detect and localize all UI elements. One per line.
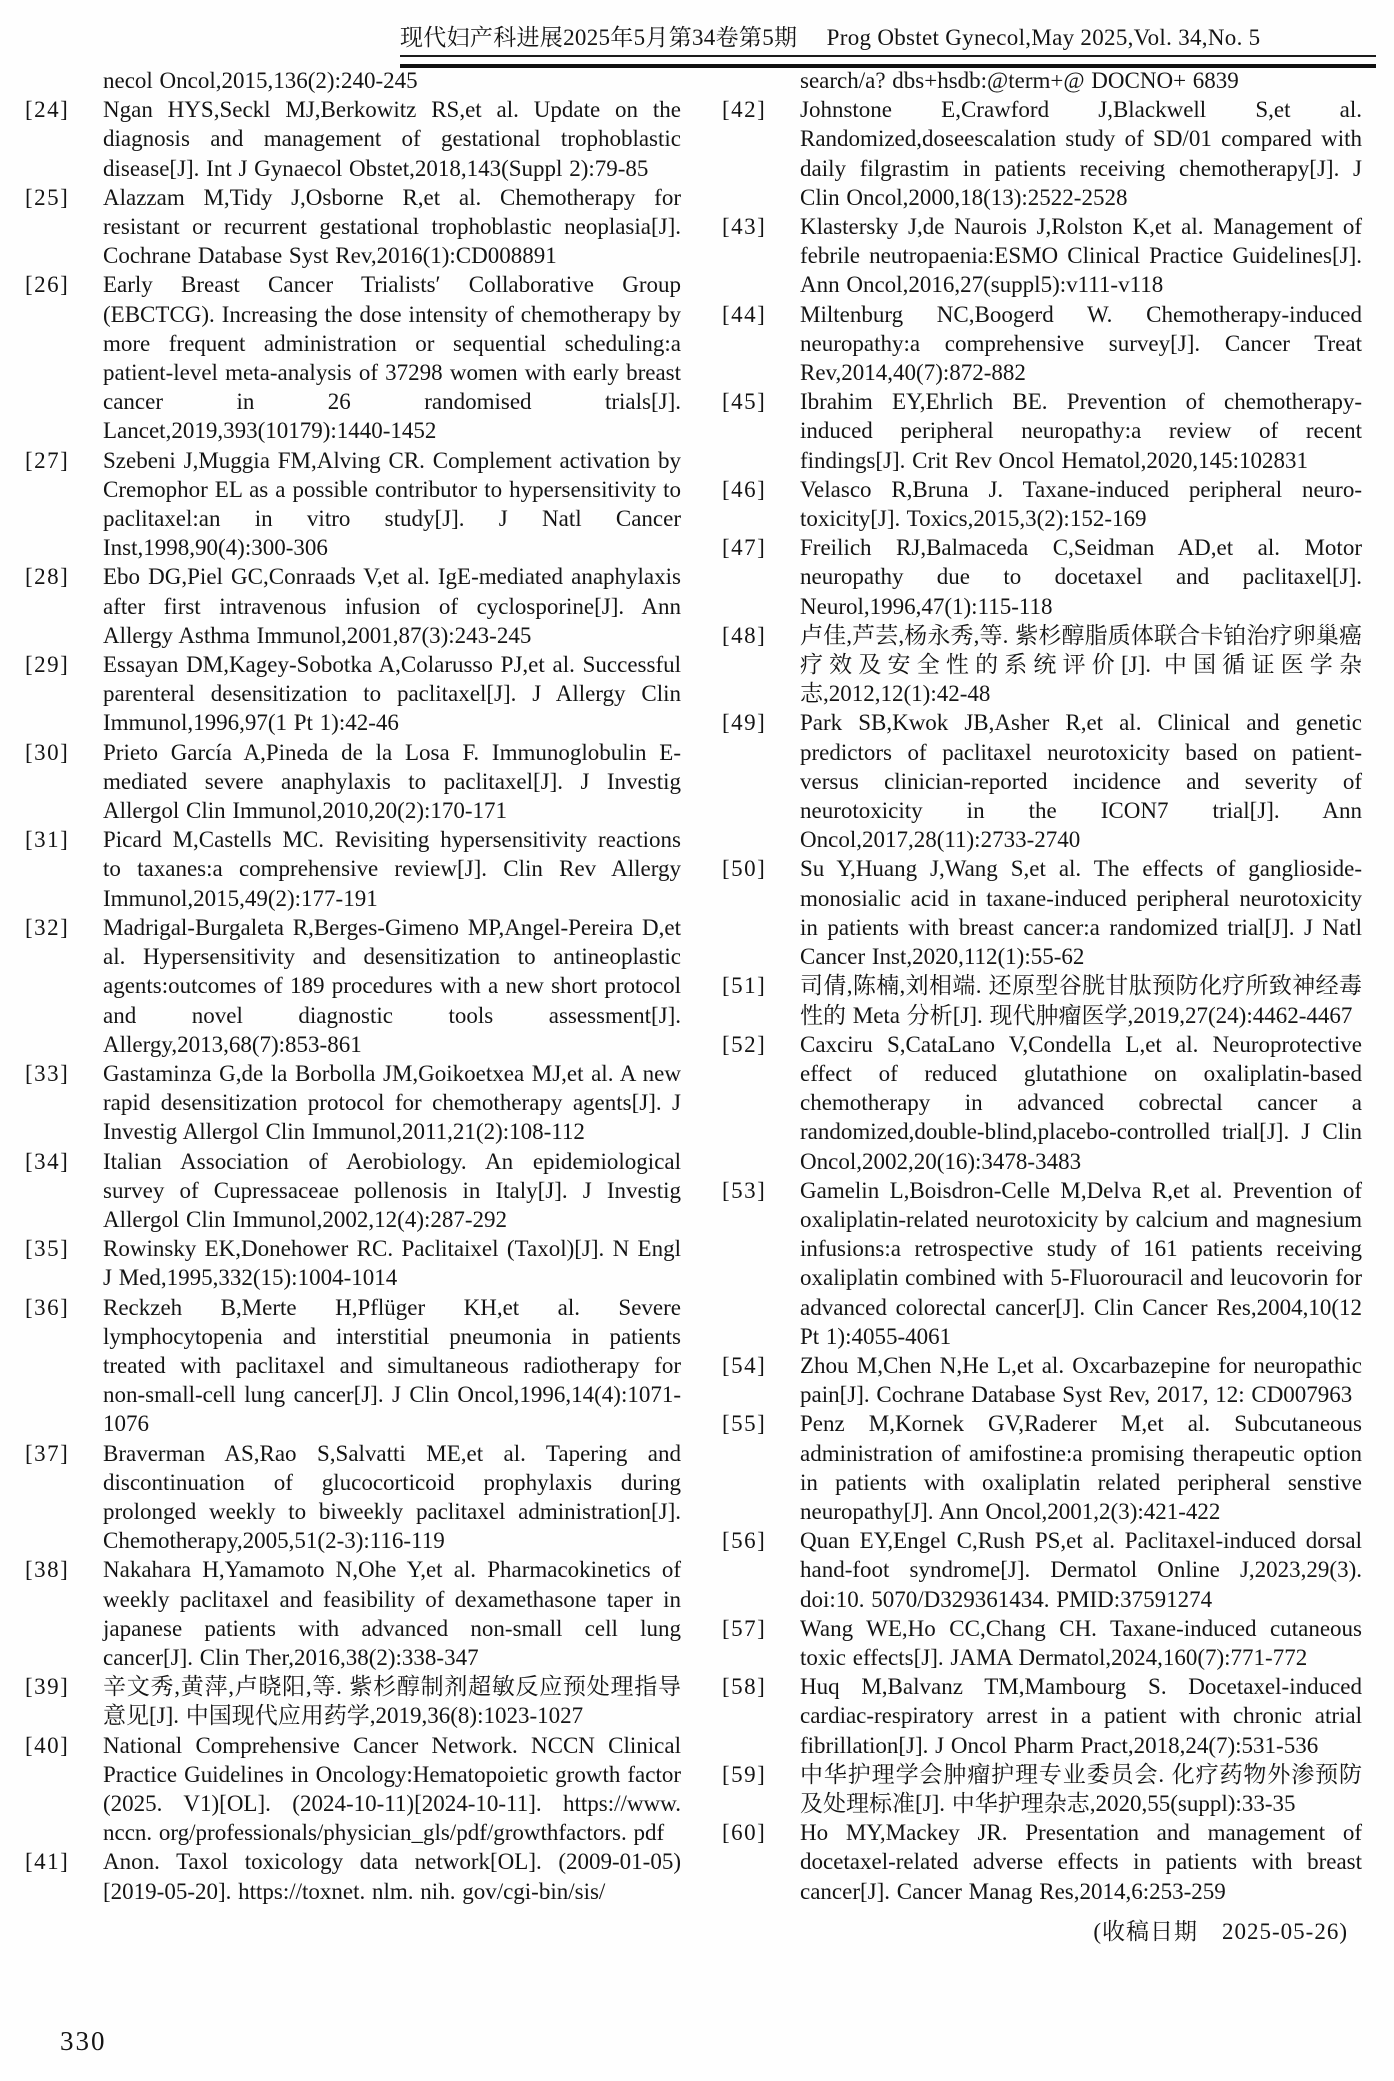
reference-item — [722, 1526, 1362, 1614]
reference-item — [722, 1614, 1362, 1672]
reference-number: [57] — [722, 1615, 767, 1641]
reference-number: [58] — [722, 1674, 767, 1700]
reference-item — [722, 475, 1362, 533]
reference-number: [56] — [722, 1528, 767, 1554]
reference-item — [722, 1818, 1362, 1906]
reference-number: [38] — [25, 1557, 70, 1583]
reference-item — [25, 95, 681, 183]
reference-item — [25, 446, 681, 563]
reference-item — [722, 971, 1362, 1029]
reference-item — [25, 562, 681, 650]
reference-number: [37] — [25, 1440, 70, 1466]
reference-text: necol Oncol,2015,136(2):240-245 — [103, 68, 418, 93]
reference-text: Reckzeh B,Merte H,Pflüger KH,et al. Severe lymphocytopenia and interstitial pneumonia in patients treated with paclitaxel and simultaneous radiotherapy for non-small-cell lung cancer[J]. J Clin Oncol,1996,14(4):1071-1076 — [103, 1294, 681, 1437]
reference-text: Penz M,Kornek GV,Raderer M,et al. Subcutaneous administration of amifostine:a promising therapeutic option in patients with oxaliplatin related peripheral senstive neuropathy[J]. Ann Oncol,2001,2(3):421-422 — [800, 1411, 1362, 1524]
reference-number: [44] — [722, 301, 767, 327]
reference-item — [25, 1147, 681, 1235]
reference-text: Italian Association of Aerobiology. An epidemiological survey of Cupressaceae pollenosis in Italy[J]. J Investig Allergol Clin Immunol,2002,12(4):287-292 — [103, 1148, 681, 1232]
reference-number: [39] — [25, 1674, 70, 1700]
reference-text: Johnstone E,Crawford J,Blackwell S,et al. Randomized,doseescalation study of SD/01 compared with daily filgrastim in patients receiving chemotherapy[J]. J Clin Oncol,2000,18(13):2522-2528 — [800, 97, 1362, 210]
reference-number: [40] — [25, 1732, 70, 1758]
reference-number: [31] — [25, 827, 70, 853]
reference-text: 卢佳,芦芸,杨永秀,等. 紫杉醇脂质体联合卡铂治疗卵巢癌疗效及安全性的系统评价[J]. 中国循证医学杂志,2012,12(1):42-48 — [800, 622, 1362, 707]
reference-item — [722, 1176, 1362, 1351]
reference-text: Huq M,Balvanz TM,Mambourg S. Docetaxel-induced cardiac-respiratory arrest in a patient with chronic atrial fibrillation[J]. J Oncol Pharm Pract,2018,24(7):531-536 — [800, 1674, 1362, 1758]
reference-text: Ebo DG,Piel GC,Conraads V,et al. IgE-mediated anaphylaxis after first intravenous infusion of cyclosporine[J]. Ann Allergy Asthma Immunol,2001,87(3):243-245 — [103, 564, 681, 648]
reference-text: Klastersky J,de Naurois J,Rolston K,et al. Management of febrile neutropaenia:ESMO Clinical Practice Guidelines[J]. Ann Oncol,2016,27(suppl5):v111-v118 — [800, 214, 1362, 298]
reference-item — [722, 1351, 1362, 1409]
reference-item — [722, 1030, 1362, 1176]
reference-text: Prieto García A,Pineda de la Losa F. Immunoglobulin E-mediated severe anaphylaxis to paclitaxel[J]. J Investig Allergol Clin Immunol,2010,20(2):170-171 — [103, 739, 681, 824]
reference-text: Rowinsky EK,Donehower RC. Paclitaixel (Taxol)[J]. N Engl J Med,1995,332(15):1004-1014 — [103, 1236, 681, 1291]
reference-text: 司倩,陈楠,刘相端. 还原型谷胱甘肽预防化疗所致神经毒性的 Meta 分析[J]. 现代肿瘤医学,2019,27(24):4462-4467 — [800, 973, 1362, 1028]
reference-text: Park SB,Kwok JB,Asher R,et al. Clinical and genetic predictors of paclitaxel neurotoxicity based on patient-versus clinician-reported incidence and severity of neurotoxicity in the ICON7 trial[J]. Ann Oncol,2017,28(11):2733-2740 — [800, 710, 1362, 853]
reference-number: [28] — [25, 564, 70, 590]
reference-item — [25, 270, 681, 445]
reference-number: [32] — [25, 914, 70, 940]
reference-item — [722, 387, 1362, 475]
reference-item — [722, 1672, 1362, 1760]
reference-item — [25, 825, 681, 913]
reference-item — [722, 95, 1362, 212]
received-date: (收稿日期 2025-05-26) — [1093, 1918, 1348, 1944]
reference-item — [722, 708, 1362, 854]
reference-number: [45] — [722, 389, 767, 415]
reference-number: [42] — [722, 97, 767, 123]
reference-number: [51] — [722, 973, 767, 999]
reference-text: Zhou M,Chen N,He L,et al. Oxcarbazepine for neuropathic pain[J]. Cochrane Database Syst Rev, 2017, 12: CD007963 — [800, 1352, 1362, 1408]
reference-number: [43] — [722, 214, 767, 240]
reference-number: [30] — [25, 739, 70, 765]
reference-text: Nakahara H,Yamamoto N,Ohe Y,et al. Pharmacokinetics of weekly paclitaxel and feasibility of dexamethasone taper in japanese patients with advanced non-small cell lung cancer[J]. Clin Ther,2016,38(2):338-347 — [103, 1557, 681, 1670]
reference-text: Essayan DM,Kagey-Sobotka A,Colarusso PJ,et al. Successful parenteral desensitization to paclitaxel[J]. J Allergy Clin Immunol,1996,97(1 Pt 1):42-46 — [103, 652, 681, 736]
reference-number: [35] — [25, 1236, 70, 1262]
reference-item — [722, 66, 1362, 95]
reference-text: 辛文秀,黄萍,卢晓阳,等. 紫杉醇制剂超敏反应预处理指导意见[J]. 中国现代应用药学,2019,36(8):1023-1027 — [103, 1674, 681, 1729]
reference-item — [722, 300, 1362, 388]
reference-item — [25, 1731, 681, 1848]
reference-text: Velasco R,Bruna J. Taxane-induced peripheral neuro-toxicity[J]. Toxics,2015,3(2):152-169 — [800, 476, 1362, 532]
reference-number: [36] — [25, 1294, 70, 1320]
reference-item — [25, 650, 681, 738]
reference-text: Gamelin L,Boisdron-Celle M,Delva R,et al. Prevention of oxaliplatin-related neurotoxicity by calcium and magnesium infusions:a retrospective study of 161 patients receiving oxaliplatin combined with 5-Fluorouracil and leucovorin for advanced colorectal cancer[J]. Clin Cancer Res,2004,10(12 Pt 1):4055-4061 — [800, 1177, 1362, 1349]
reference-number: [49] — [722, 710, 767, 736]
reference-text: Gastaminza G,de la Borbolla JM,Goikoetxea MJ,et al. A new rapid desensitization protocol for chemotherapy agents[J]. J Investig Allergol Clin Immunol,2011,21(2):108-112 — [103, 1060, 681, 1145]
reference-item — [25, 1293, 681, 1439]
reference-number: [34] — [25, 1148, 70, 1174]
journal-header — [400, 24, 1376, 68]
reference-number: [29] — [25, 652, 70, 678]
reference-text: Madrigal-Burgaleta R,Berges-Gimeno MP,Angel-Pereira D,et al. Hypersensitivity and desensitization to antineoplastic agents:outcomes of 189 procedures with a new short protocol and novel diagnostic tools assessment[J]. Allergy,2013,68(7):853-861 — [103, 914, 681, 1057]
reference-item — [722, 533, 1362, 621]
reference-item — [722, 621, 1362, 709]
reference-number: [55] — [722, 1411, 767, 1437]
reference-number: [41] — [25, 1849, 70, 1875]
journal-header-text: 现代妇产科进展2025年5月第34卷第5期 Prog Obstet Gynecol,May 2025,Vol. 34,No. 5 — [400, 24, 1376, 57]
reference-text: National Comprehensive Cancer Network. NCCN Clinical Practice Guidelines in Oncology:Hematopoietic growth factor (2025. V1)[OL]. (2024-10-11)[2024-10-11]. https://www. nccn. org/professionals/physician_gls/pdf/growthfactors. pdf — [103, 1732, 681, 1846]
reference-number: [47] — [722, 535, 767, 561]
reference-number: [60] — [722, 1820, 767, 1846]
reference-number: [27] — [25, 447, 70, 473]
reference-item — [722, 1409, 1362, 1526]
references-column-left — [25, 66, 681, 1906]
reference-number: [48] — [722, 622, 767, 648]
reference-item — [722, 212, 1362, 300]
reference-number — [722, 66, 800, 95]
reference-item — [25, 1847, 681, 1905]
reference-number — [25, 66, 103, 95]
reference-item — [25, 913, 681, 1059]
page-number: 330 — [60, 2026, 107, 2056]
reference-number: [26] — [25, 272, 70, 298]
reference-text: Alazzam M,Tidy J,Osborne R,et al. Chemotherapy for resistant or recurrent gestational trophoblastic neoplasia[J]. Cochrane Database Syst Rev,2016(1):CD008891 — [103, 184, 681, 269]
reference-text: Su Y,Huang J,Wang S,et al. The effects of ganglioside-monosialic acid in taxane-induced peripheral neurotoxicity in patients with breast cancer:a randomized trial[J]. J Natl Cancer Inst,2020,112(1):55-62 — [800, 856, 1362, 970]
reference-item — [25, 1672, 681, 1730]
reference-text: Szebeni J,Muggia FM,Alving CR. Complement activation by Cremophor EL as a possible contributor to hypersensitivity to paclitaxel:an in vitro study[J]. J Natl Cancer Inst,1998,90(4):300-306 — [103, 447, 681, 561]
reference-text: Ibrahim EY,Ehrlich BE. Prevention of chemotherapy-induced peripheral neuropathy:a review of recent findings[J]. Crit Rev Oncol Hematol,2020,145:102831 — [800, 389, 1362, 473]
reference-text: search/a? dbs+hsdb:@term+@ DOCNO+ 6839 — [800, 68, 1239, 93]
reference-number: [54] — [722, 1352, 767, 1378]
reference-text: Caxciru S,CataLano V,Condella L,et al. Neuroprotective effect of reduced glutathione on oxaliplatin-based chemotherapy in advanced cobrectal cancer a randomized,double-blind,placebo-controlled trial[J]. J Clin Oncol,2002,20(16):3478-3483 — [800, 1031, 1362, 1174]
reference-item — [722, 1760, 1362, 1818]
reference-text: Picard M,Castells MC. Revisiting hypersensitivity reactions to taxanes:a comprehensive review[J]. Clin Rev Allergy Immunol,2015,49(2):177-191 — [103, 827, 681, 911]
reference-text: Braverman AS,Rao S,Salvatti ME,et al. Tapering and discontinuation of glucocorticoid prophylaxis during prolonged weekly to biweekly paclitaxel administration[J]. Chemotherapy,2005,51(2-3):116-119 — [103, 1440, 681, 1554]
reference-item — [25, 1059, 681, 1147]
reference-item — [25, 1439, 681, 1556]
reference-text: Anon. Taxol toxicology data network[OL]. (2009-01-05)[2019-05-20]. https://toxnet. nlm. nih. gov/cgi-bin/sis/ — [103, 1849, 681, 1904]
reference-number: [59] — [722, 1761, 767, 1787]
reference-text: Ngan HYS,Seckl MJ,Berkowitz RS,et al. Update on the diagnosis and management of gestational trophoblastic disease[J]. Int J Gynaecol Obstet,2018,143(Suppl 2):79-85 — [103, 97, 681, 181]
reference-text: Ho MY,Mackey JR. Presentation and management of docetaxel-related adverse effects in patients with breast cancer[J]. Cancer Manag Res,2014,6:253-259 — [800, 1820, 1362, 1904]
reference-number: [50] — [722, 856, 767, 882]
reference-text: 中华护理学会肿瘤护理专业委员会. 化疗药物外渗预防及处理标准[J]. 中华护理杂志,2020,55(suppl):33-35 — [800, 1761, 1362, 1816]
reference-number: [25] — [25, 184, 70, 210]
reference-text: Wang WE,Ho CC,Chang CH. Taxane-induced cutaneous toxic effects[J]. JAMA Dermatol,2024,160(7):771-772 — [800, 1615, 1362, 1670]
reference-text: Freilich RJ,Balmaceda C,Seidman AD,et al. Motor neuropathy due to docetaxel and paclitaxel[J]. Neurol,1996,47(1):115-118 — [800, 535, 1362, 619]
reference-number: [33] — [25, 1060, 70, 1086]
reference-text: Early Breast Cancer Trialists′ Collaborative Group (EBCTCG). Increasing the dose intensity of chemotherapy by more frequent administration or sequential scheduling:a patient-level meta-analysis of 37298 women with early breast cancer in 26 randomised trials[J]. Lancet,2019,393(10179):1440-1452 — [103, 272, 681, 444]
reference-item — [25, 66, 681, 95]
reference-number: [24] — [25, 97, 70, 123]
reference-number: [53] — [722, 1177, 767, 1203]
reference-item — [25, 1555, 681, 1672]
reference-number: [52] — [722, 1031, 767, 1057]
reference-text: Quan EY,Engel C,Rush PS,et al. Paclitaxel-induced dorsal hand-foot syndrome[J]. Dermatol Online J,2023,29(3). doi:10. 5070/D329361434. PMID:37591274 — [800, 1528, 1362, 1612]
reference-item — [722, 854, 1362, 971]
reference-item — [25, 738, 681, 826]
reference-item — [25, 1234, 681, 1292]
reference-item — [25, 183, 681, 271]
references-column-right — [722, 66, 1362, 1946]
reference-number: [46] — [722, 476, 767, 502]
reference-text: Miltenburg NC,Boogerd W. Chemotherapy-induced neuropathy:a comprehensive survey[J]. Cancer Treat Rev,2014,40(7):872-882 — [800, 301, 1362, 386]
